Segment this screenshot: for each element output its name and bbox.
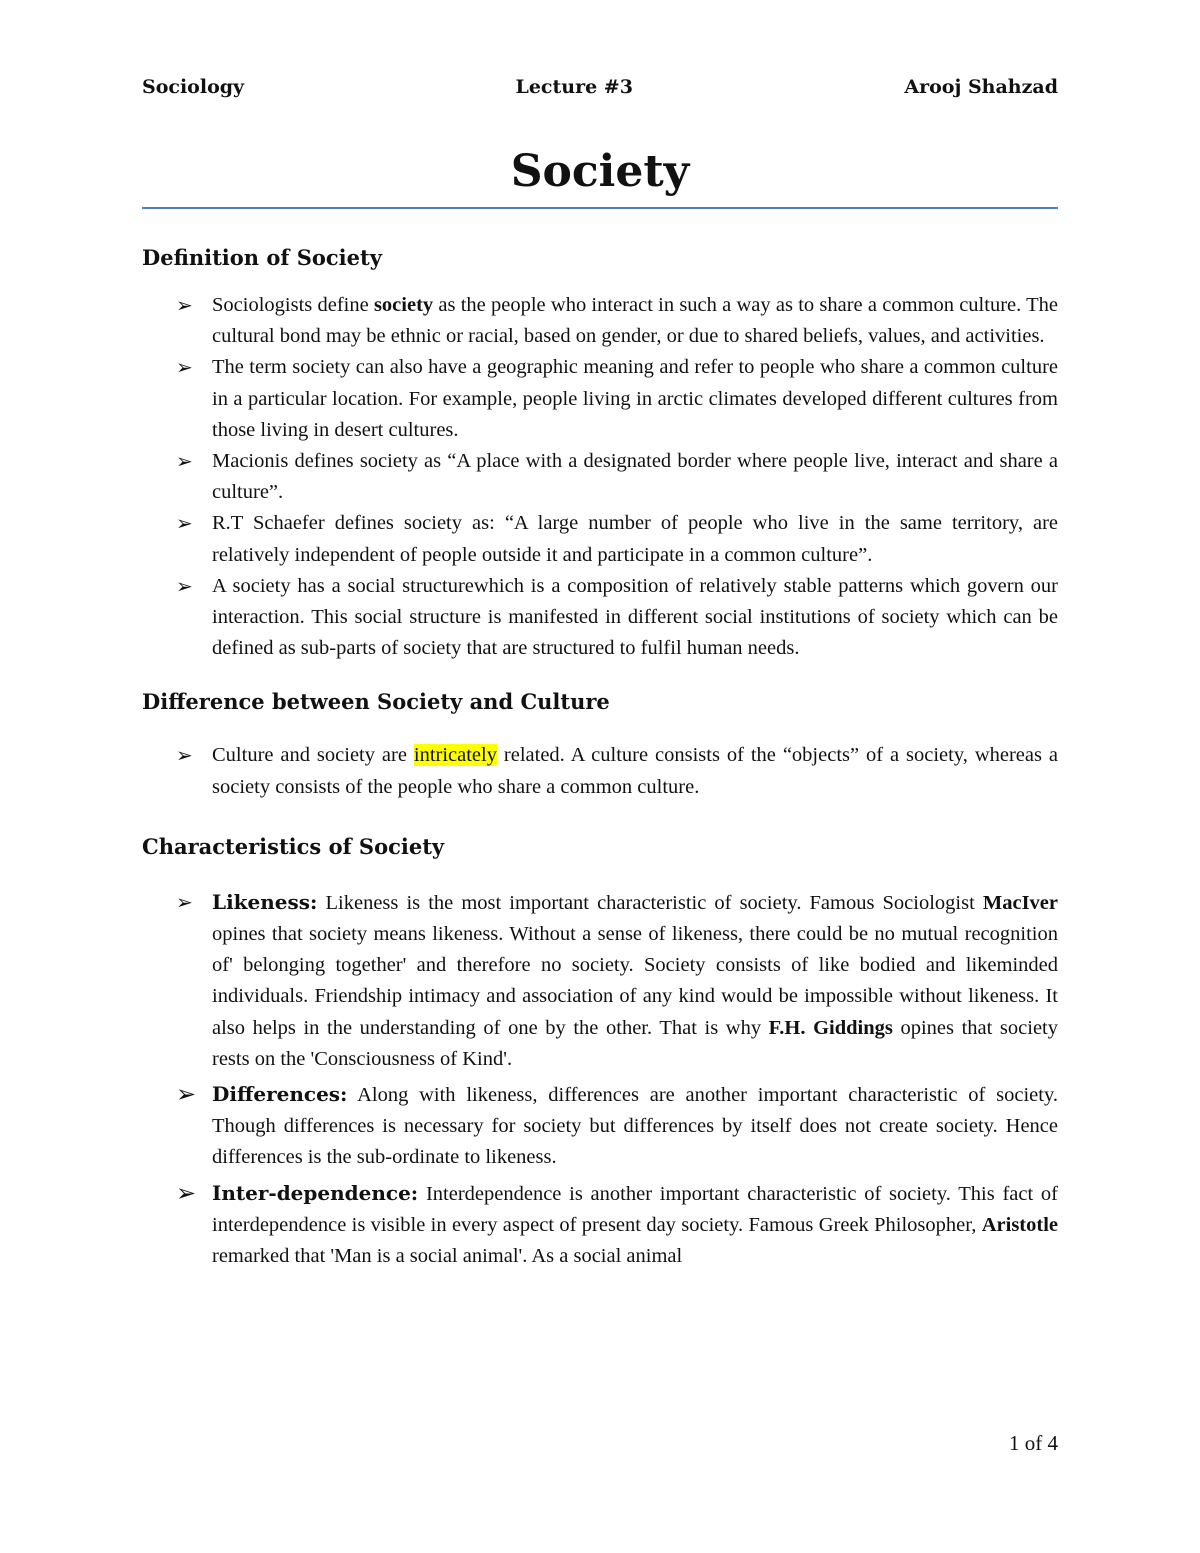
title-divider [142,207,1058,209]
list-item: ➢ Macionis defines society as “A place with a designated border where people live, interact and share a culture”. [142,446,1058,508]
page-title: Society [510,146,690,197]
arrowhead-bullet-icon: ➢ [176,889,193,914]
name-maciver: MacIver [982,891,1058,914]
arrowhead-bullet-icon: ➢ [176,449,193,474]
differences-label: Differences: [212,1082,348,1107]
name-giddings: F.H. Giddings [768,1016,893,1039]
arrowhead-bullet-icon: ➢ [176,355,193,380]
definition-list [142,290,1058,664]
document-body [142,238,1058,1276]
list-item: ➢ Sociologists define society as the people who interact in such a way as to share a common culture. The cultural bond may be ethnic or racial, based on gender, or due to shared beliefs, values, and activities. [142,290,1058,352]
name-aristotle: Aristotle [981,1213,1058,1236]
list-item: ➢ R.T Schaefer defines society as: “A large number of people who live in the same territory, are relatively independent of people outside it and participate in a common culture”. [142,508,1058,570]
likeness-label: Likeness: [212,889,318,914]
section-heading-definition: Definition of Society [142,245,382,270]
page-number: 1 of 4 [1009,1431,1058,1455]
section-heading-characteristics: Characteristics of Society [142,833,445,859]
highlighted-word: intricately [413,744,497,767]
list-item-interdependence: ➢ Inter-dependence: Interdependence is another important characteristic of society. This fact of interdependence is visible in every aspect of present day society. Famous Greek Philosopher, Aristotle remarked that 'Man is a social animal'. As a social animal [176,1178,1058,1268]
characteristics-list [142,887,1058,1272]
arrowhead-bullet-icon: ➢ [176,1178,197,1207]
list-item: ➢ The term society can also have a geographic meaning and refer to people who share a common culture in a particular location. For example, people living in arctic climates developed different cultures from those living in desert cultures. [142,352,1058,446]
header-lecture: Lecture #3 [515,76,633,98]
arrowhead-bullet-icon: ➢ [176,743,193,768]
arrowhead-bullet-icon: ➢ [176,1080,197,1109]
term-society: society [373,294,434,316]
arrowhead-bullet-icon: ➢ [176,573,193,598]
page-header [142,72,1058,102]
difference-list [142,740,1058,802]
arrowhead-bullet-icon: ➢ [176,511,193,536]
arrowhead-bullet-icon: ➢ [176,293,193,317]
header-subject: Sociology [142,76,245,98]
list-item: ➢ A society has a social structurewhich is a composition of relatively stable patterns which govern our interaction. This social structure is manifested in different social institutions of society which can be defined as sub-parts of society that are structured to fulfil human needs. [142,571,1058,665]
interdependence-label: Inter-dependence: [212,1180,419,1205]
list-item-likeness: ➢ Likeness: Likeness is the most important characteristic of society. Famous Sociologist MacIver opines that society means likeness. Without a sense of likeness, there could be no mutual recognition of' belonging together' and therefore no society. Society consists of like bodied and likeminded individuals. Friendship intimacy and association of any kind would be impossible without likeness. It also helps in the understanding of one by the other. That is why F.H. Giddings opines that society rests on the 'Consciousness of Kind'. [142,887,1058,1075]
section-heading-difference: Difference between Society and Culture [142,689,610,715]
list-item-differences: ➢ Differences: Along with likeness, differences are another important characteristic of society. Though differences is necessary for society but differences by itself does not create society. Hence differences is the sub-ordinate to likeness. [176,1080,1058,1169]
header-author: Arooj Shahzad [904,76,1058,98]
list-item: ➢ Culture and society are intricately related. A culture consists of the “objects” of a society, whereas a society consists of the people who share a common culture. [142,740,1058,802]
